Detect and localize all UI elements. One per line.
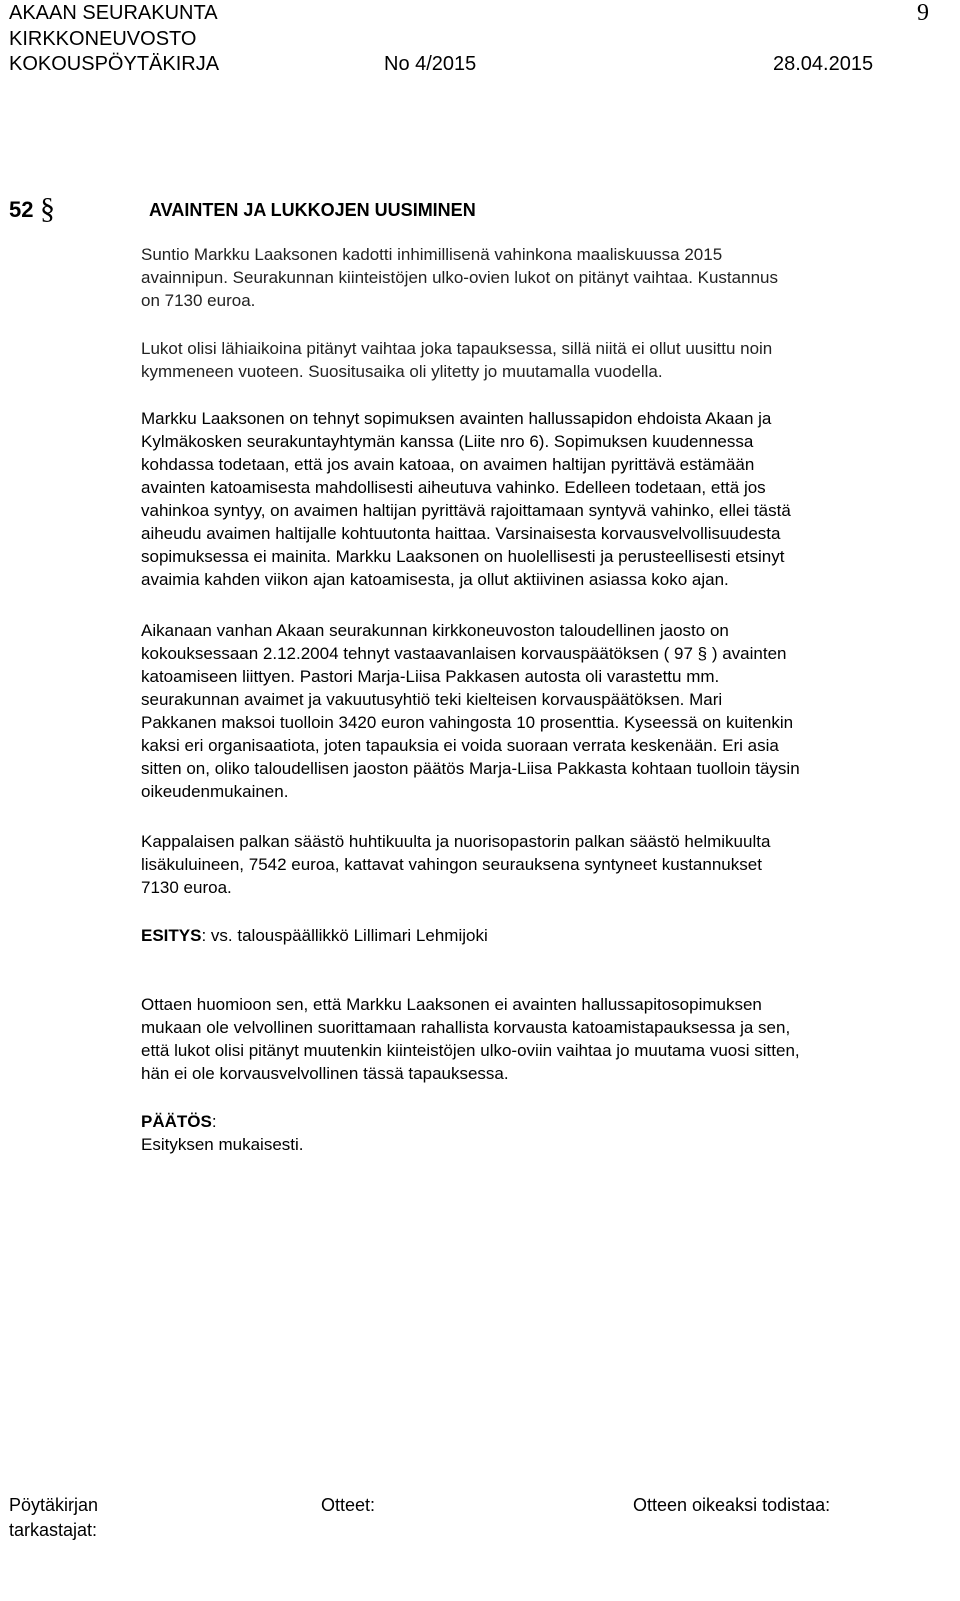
decision-label: PÄÄTÖS bbox=[141, 1112, 212, 1131]
footer-checkers: Pöytäkirjan tarkastajat: bbox=[9, 1495, 99, 1540]
paragraph-2: Lukot olisi lähiaikoina pitänyt vaihtaa joka tapauksessa, sillä niitä ei ollut uusittu noin kymmeneen vuoteen. Suositusaika oli ylitetty jo muutamalla vuodella. bbox=[141, 339, 773, 381]
footer-certified: Otteen oikeaksi todistaa: bbox=[633, 1495, 831, 1515]
proposal-heading bbox=[141, 924, 941, 947]
paragraph-3: Markku Laaksonen on tehnyt sopimuksen avainten hallussapidon ehdoista Akaan ja Kylmäkosken seurakuntayhtymän kanssa (Liite nro 6). Sopimuksen kuudennessa kohdassa todetaan, että jos avain katoaa, on avaimen haltijan pyrittävä estämään avainten katoamisesta mahdollisesti aiheutuva vahinko. Edelleen todetaan, että jos vahinkoa syntyy, on avaimen haltijan pyrittävä rajoittamaan syntyvä vahinko, ellei tästä aiheudu avaimen haltijalle kohtuutonta haittaa. Varsinaisesta korvausvelvollisuudesta sopimuksessa ei mainita. Markku Laaksonen on huolellisesti ja perusteellisesti etsinyt avaimia kahden viikon ajan katoamisesta, ja ollut aktiivinen asiassa koko ajan. bbox=[141, 409, 791, 589]
paragraph-4: Aikanaan vanhan Akaan seurakunnan kirkkoneuvoston taloudellinen jaosto on kokouksessaan 2.12.2004 tehnyt vastaavanlaisen korvauspäätöksen ( 97 § ) avainten katoamiseen liittyen. Pastori Marja-Liisa Pakkasen autosta oli varastettu mm. seurakunnan avaimet ja vakuutusyhtiö teki kielteisen korvauspäätöksen. Mari Pakkanen maksoi tuolloin 3420 euron vahingosta 10 prosenttia. Kyseessä on kuitenkin kaksi eri organisaatiota, joten tapauksia ei voida suoraan verrata keskenään. Eri asia sitten on, oliko taloudellisen jaoston päätös Marja-Liisa Pakkasta kohtaan tuolloin täysin oikeudenmukainen. bbox=[141, 621, 800, 801]
header-doc-type: KOKOUSPÖYTÄKIRJA bbox=[9, 53, 220, 75]
header-date: 28.04.2015 bbox=[773, 53, 874, 75]
header-org: AKAAN SEURAKUNTA bbox=[9, 2, 218, 24]
proposal-body: Ottaen huomioon sen, että Markku Laaksonen ei avainten hallussapitosopimuksen mukaan ole velvollinen suorittamaan rahallista korvausta katoamistapauksessa ja sen, että lukot olisi pitänyt muutenkin kiinteistöjen ulko-oviin vaihtaa jo muutama vuosi sitten, hän ei ole korvausvelvollinen tässä tapauksessa. bbox=[141, 995, 800, 1083]
section-number: 52 bbox=[9, 197, 34, 222]
paragraph-5: Kappalaisen palkan säästö huhtikuulta ja nuorisopastorin palkan säästö helmikuulta lisäkuluineen, 7542 euroa, kattavat vahingon seurauksena syntyneet kustannukset 7130 euroa. bbox=[141, 832, 771, 897]
section-sign: § bbox=[40, 192, 55, 225]
section-title: AVAINTEN JA LUKKOJEN UUSIMINEN bbox=[149, 200, 476, 220]
decision-text: Esityksen mukaisesti. bbox=[141, 1135, 304, 1154]
proposal-author: : vs. talouspäällikkö Lillimari Lehmijoki bbox=[201, 926, 488, 945]
paragraph-1: Suntio Markku Laaksonen kadotti inhimillisenä vahinkona maaliskuussa 2015 avainnipun. Seurakunnan kiinteistöjen ulko-ovien lukot on pitänyt vaihtaa. Kustannus on 7130 euroa. bbox=[141, 245, 778, 310]
header-body: KIRKKONEUVOSTO bbox=[9, 28, 197, 50]
decision: PÄÄTÖS: Esityksen mukaisesti. bbox=[141, 1110, 941, 1156]
footer-extracts: Otteet: bbox=[321, 1495, 376, 1515]
page-number: 9 bbox=[917, 0, 929, 26]
proposal-label: ESITYS bbox=[141, 926, 202, 945]
header-number: No 4/2015 bbox=[384, 53, 477, 75]
